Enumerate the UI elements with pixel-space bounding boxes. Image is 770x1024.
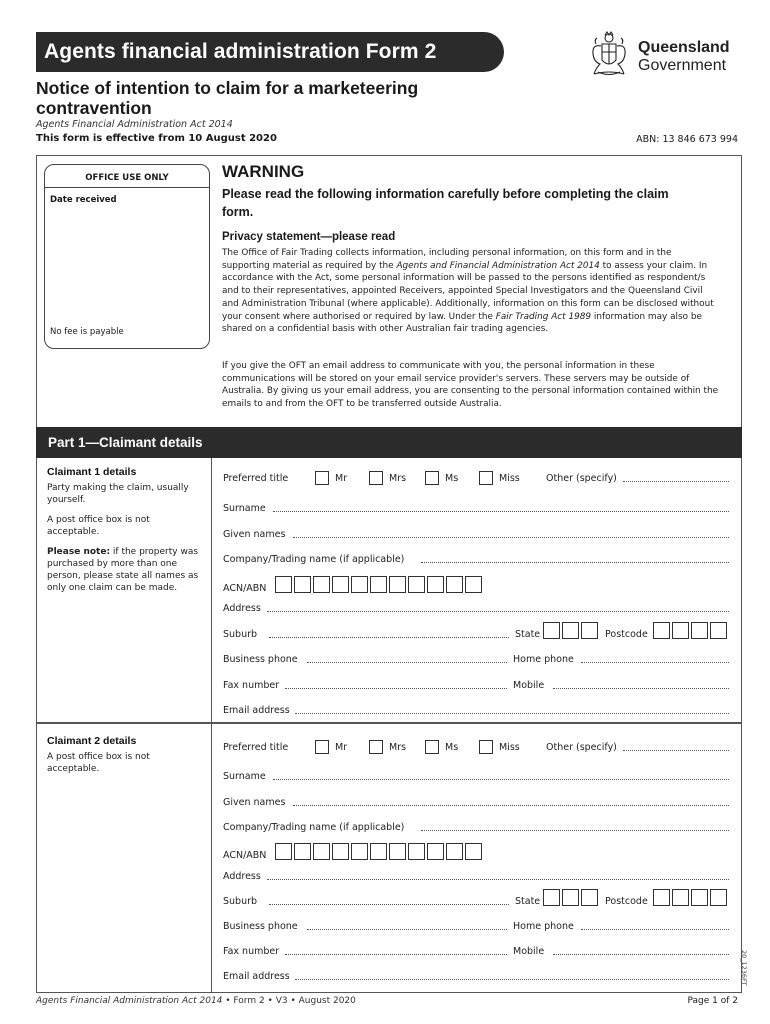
- claimant1-pobox-note: A post office box is not acceptable.: [47, 515, 150, 537]
- acn-digit-box[interactable]: [294, 843, 311, 860]
- title-mrs-checkbox[interactable]: [369, 471, 383, 485]
- title-mrs-label: Mrs: [389, 473, 407, 484]
- postcode-boxes[interactable]: [653, 622, 729, 639]
- title-miss-label: Miss: [499, 473, 520, 484]
- postcode-box[interactable]: [653, 889, 670, 906]
- state-box[interactable]: [562, 889, 579, 906]
- page-number: Page 1 of 2: [687, 996, 738, 1006]
- postcode-box[interactable]: [691, 622, 708, 639]
- state-box[interactable]: [543, 622, 560, 639]
- acn-abn-label: ACN/ABN: [223, 850, 267, 861]
- claimant1-please-note: Please note: if the property was purchased by more than one person, please state all names as only one claim can be made.: [47, 547, 199, 593]
- suburb-field[interactable]: [269, 895, 509, 905]
- acn-digit-box[interactable]: [275, 576, 292, 593]
- suburb-label: Suburb: [223, 629, 258, 640]
- mobile-label: Mobile: [513, 680, 545, 691]
- claimant1-heading: Claimant 1 details: [47, 466, 137, 478]
- postcode-box[interactable]: [710, 889, 727, 906]
- acn-digit-box[interactable]: [370, 576, 387, 593]
- claimant2-pobox-note: A post office box is not acceptable.: [47, 752, 150, 774]
- given-names-field[interactable]: [293, 796, 729, 806]
- title-mrs-checkbox[interactable]: [369, 740, 383, 754]
- business-phone-field[interactable]: [307, 653, 507, 663]
- postcode-label: Postcode: [605, 629, 648, 640]
- company-label: Company/Trading name (if applicable): [223, 822, 405, 833]
- title-ms-checkbox[interactable]: [425, 740, 439, 754]
- title-other-field[interactable]: [623, 472, 729, 482]
- acn-digit-box[interactable]: [275, 843, 292, 860]
- acn-digit-box[interactable]: [313, 576, 330, 593]
- office-use-title: OFFICE USE ONLY: [85, 173, 169, 183]
- address-field[interactable]: [267, 602, 729, 612]
- claimant2-notes: [47, 735, 202, 783]
- title-mr-checkbox[interactable]: [315, 471, 329, 485]
- claimant1-note: Party making the claim, usually yourself.: [47, 483, 189, 505]
- email-row: [223, 704, 729, 718]
- postcode-boxes[interactable]: [653, 889, 729, 906]
- fee-label: No fee is payable: [50, 327, 124, 337]
- state-box[interactable]: [543, 889, 560, 906]
- acn-digit-box[interactable]: [408, 576, 425, 593]
- fax-field[interactable]: [285, 679, 507, 689]
- acn-digit-box[interactable]: [389, 843, 406, 860]
- address-label: Address: [223, 603, 261, 614]
- fax-label: Fax number: [223, 946, 280, 957]
- logo-government-text: Government: [638, 57, 727, 74]
- privacy-statement: The Office of Fair Trading collects information, including personal information, on this form and in the supporting material as required by the Agents and Financial Administration Act 2014 to assess your claim. In accordance with the Act, some personal information will be passed to the persons identified as respondent/s and to their representatives, appointed Receivers, appointed Special Investigators and the Queensland Civil and Administration Tribunal (where applicable). Additionally, information on this form can be disclosed without your consent where authorised or required by law. Under the Fair Trading Act 1989 information may also be shared on a confidential basis with other Australian fair trading agencies.: [222, 248, 714, 335]
- business-phone-label: Business phone: [223, 654, 298, 665]
- surname-row: [223, 770, 729, 784]
- title-mr-label: Mr: [335, 473, 348, 484]
- acn-digit-box[interactable]: [389, 576, 406, 593]
- acn-abn-label: ACN/ABN: [223, 583, 267, 594]
- title-other-label: Other (specify): [546, 473, 617, 484]
- fax-row: [223, 679, 729, 693]
- email-row: [223, 970, 729, 984]
- footer-info: Agents Financial Administration Act 2014 • Form 2 • V3 • August 2020: [36, 996, 356, 1006]
- email-field[interactable]: [295, 970, 729, 980]
- form-code: 20_1236FT: [740, 950, 748, 986]
- address-row: [223, 870, 729, 884]
- given-names-row: [223, 796, 729, 810]
- title-miss-checkbox[interactable]: [479, 740, 493, 754]
- postcode-box[interactable]: [710, 622, 727, 639]
- company-field[interactable]: [421, 553, 729, 563]
- acn-digit-box[interactable]: [351, 576, 368, 593]
- company-field[interactable]: [421, 821, 729, 831]
- surname-field[interactable]: [273, 502, 729, 512]
- surname-label: Surname: [223, 503, 266, 514]
- acn-abn-boxes[interactable]: [275, 843, 484, 860]
- business-phone-field[interactable]: [307, 920, 507, 930]
- title-row: [223, 741, 729, 755]
- claimant2-heading: Claimant 2 details: [47, 735, 137, 747]
- form-title: Agents financial administration Form 2: [36, 32, 504, 72]
- column-divider: [211, 724, 212, 992]
- suburb-field[interactable]: [269, 628, 509, 638]
- address-row: [223, 602, 729, 616]
- title-other-label: Other (specify): [546, 742, 617, 753]
- state-label: State: [515, 629, 541, 640]
- title-miss-checkbox[interactable]: [479, 471, 493, 485]
- email-field[interactable]: [295, 704, 729, 714]
- phone-row: [223, 920, 729, 934]
- email-consent-text: If you give the OFT an email address to communicate with you, the personal information in these communications will be stored on your email service provider's servers. These servers may be outside of Australia. By giving us your email address, you are consenting to the personal information contained within the emails to and from the OFT to be transferred outside Australia.: [222, 361, 719, 410]
- mobile-field[interactable]: [553, 945, 729, 955]
- address-label: Address: [223, 871, 261, 882]
- home-phone-field[interactable]: [581, 920, 729, 930]
- state-box[interactable]: [562, 622, 579, 639]
- acn-abn-row: [223, 582, 729, 596]
- claimant2-section: [36, 723, 742, 993]
- claimant1-notes: [47, 466, 202, 602]
- surname-field[interactable]: [273, 770, 729, 780]
- acn-digit-box[interactable]: [313, 843, 330, 860]
- fax-label: Fax number: [223, 680, 280, 691]
- postcode-box[interactable]: [672, 622, 689, 639]
- title-mr-checkbox[interactable]: [315, 740, 329, 754]
- act-name: Agents Financial Administration Act 2014: [36, 119, 233, 130]
- company-row: [223, 821, 729, 835]
- privacy-heading: Privacy statement—please read: [222, 231, 396, 243]
- effective-date: This form is effective from 10 August 2020: [36, 133, 277, 144]
- office-divider: [45, 187, 209, 188]
- address-field[interactable]: [267, 870, 729, 880]
- postcode-box[interactable]: [691, 889, 708, 906]
- mobile-label: Mobile: [513, 946, 545, 957]
- state-box[interactable]: [581, 889, 598, 906]
- email-label: Email address: [223, 705, 290, 716]
- acn-abn-row: [223, 849, 729, 863]
- acn-digit-box[interactable]: [370, 843, 387, 860]
- acn-digit-box[interactable]: [332, 576, 349, 593]
- phone-row: [223, 653, 729, 667]
- title-other-field[interactable]: [623, 741, 729, 751]
- postcode-box[interactable]: [653, 622, 670, 639]
- logo-queensland-text: Queensland: [638, 39, 730, 56]
- coat-of-arms-icon: [588, 30, 630, 78]
- home-phone-field[interactable]: [581, 653, 729, 663]
- suburb-row: [223, 628, 729, 642]
- given-names-label: Given names: [223, 797, 286, 808]
- suburb-row: [223, 895, 729, 909]
- office-use-box: [44, 164, 210, 349]
- state-label: State: [515, 896, 541, 907]
- suburb-label: Suburb: [223, 896, 258, 907]
- column-divider: [211, 458, 212, 722]
- claimant1-section: [36, 458, 742, 723]
- postcode-label: Postcode: [605, 896, 648, 907]
- company-row: [223, 553, 729, 567]
- state-boxes[interactable]: [543, 622, 600, 639]
- title-ms-label: Ms: [445, 473, 459, 484]
- acn-digit-box[interactable]: [465, 576, 482, 593]
- home-phone-label: Home phone: [513, 921, 574, 932]
- preferred-title-label: Preferred title: [223, 473, 289, 484]
- surname-row: [223, 502, 729, 516]
- mobile-field[interactable]: [553, 679, 729, 689]
- company-label: Company/Trading name (if applicable): [223, 554, 405, 565]
- acn-digit-box[interactable]: [446, 843, 463, 860]
- preferred-title-label: Preferred title: [223, 742, 289, 753]
- fax-field[interactable]: [285, 945, 507, 955]
- acn-digit-box[interactable]: [294, 576, 311, 593]
- acn-digit-box[interactable]: [446, 576, 463, 593]
- queensland-government-logo: [588, 30, 748, 80]
- abn-number: ABN: 13 846 673 994: [636, 134, 738, 145]
- part1-title: Part 1—Claimant details: [36, 427, 742, 458]
- acn-digit-box[interactable]: [427, 843, 444, 860]
- given-names-field[interactable]: [293, 528, 729, 538]
- state-boxes[interactable]: [543, 889, 600, 906]
- acn-digit-box[interactable]: [408, 843, 425, 860]
- email-label: Email address: [223, 971, 290, 982]
- acn-digit-box[interactable]: [465, 843, 482, 860]
- given-names-label: Given names: [223, 529, 286, 540]
- warning-subtitle: Please read the following information carefully before completing the claim form.: [222, 187, 669, 219]
- title-miss-label: Miss: [499, 742, 520, 753]
- acn-digit-box[interactable]: [332, 843, 349, 860]
- acn-abn-boxes[interactable]: [275, 576, 484, 593]
- surname-label: Surname: [223, 771, 266, 782]
- given-names-row: [223, 528, 729, 542]
- title-mrs-label: Mrs: [389, 742, 407, 753]
- title-ms-checkbox[interactable]: [425, 471, 439, 485]
- title-mr-label: Mr: [335, 742, 348, 753]
- acn-digit-box[interactable]: [427, 576, 444, 593]
- form-subtitle: Notice of intention to claim for a marketeering contravention: [36, 78, 419, 118]
- title-row: [223, 472, 729, 486]
- acn-digit-box[interactable]: [351, 843, 368, 860]
- warning-title: WARNING: [222, 162, 305, 181]
- title-ms-label: Ms: [445, 742, 459, 753]
- business-phone-label: Business phone: [223, 921, 298, 932]
- state-box[interactable]: [581, 622, 598, 639]
- home-phone-label: Home phone: [513, 654, 574, 665]
- postcode-box[interactable]: [672, 889, 689, 906]
- date-received-label: Date received: [50, 195, 117, 205]
- fax-row: [223, 945, 729, 959]
